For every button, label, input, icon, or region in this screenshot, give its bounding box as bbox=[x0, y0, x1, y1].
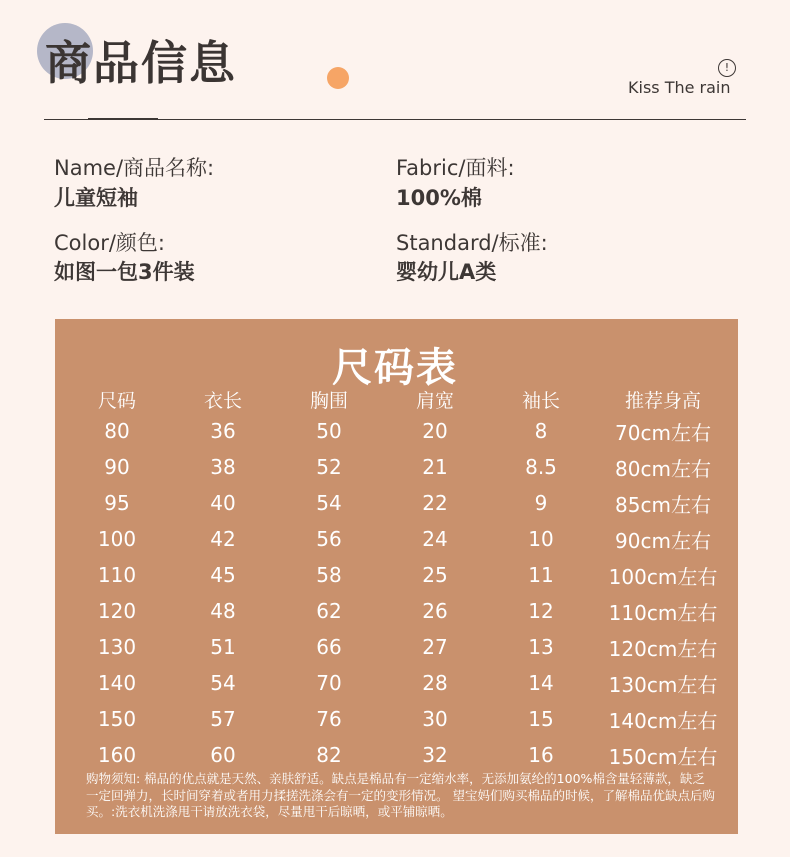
table-row bbox=[64, 737, 732, 773]
table-cell: 54 bbox=[316, 491, 342, 515]
table-cell: 70 bbox=[316, 671, 342, 695]
table-cell: 13 bbox=[528, 635, 554, 659]
page-title: 商品信息 bbox=[45, 36, 237, 90]
table-cell: 66 bbox=[316, 635, 342, 659]
table-cell: 140cm左右 bbox=[608, 708, 718, 733]
table-cell: 58 bbox=[316, 563, 342, 587]
table-cell: 130cm左右 bbox=[608, 672, 718, 697]
table-cell: 22 bbox=[422, 491, 448, 515]
exclamation-circle-icon: ! bbox=[718, 59, 736, 77]
table-row bbox=[64, 449, 732, 485]
table-row bbox=[64, 665, 732, 701]
name-value: 儿童短袖 bbox=[54, 186, 138, 210]
color-value: 如图一包3件装 bbox=[54, 260, 195, 284]
table-cell: 21 bbox=[422, 455, 448, 479]
table-cell: 54 bbox=[210, 671, 236, 695]
table-cell: 27 bbox=[422, 635, 448, 659]
column-header: 推荐身高 bbox=[624, 390, 701, 412]
table-cell: 120cm左右 bbox=[608, 636, 718, 661]
table-cell: 60 bbox=[210, 743, 236, 767]
decorative-orange-dot bbox=[327, 67, 349, 89]
table-cell: 12 bbox=[528, 599, 554, 623]
table-cell: 48 bbox=[210, 599, 236, 623]
column-header: 尺码 bbox=[97, 390, 136, 412]
table-cell: 10 bbox=[528, 527, 554, 551]
table-row bbox=[64, 701, 732, 737]
table-row bbox=[64, 557, 732, 593]
table-cell: 80 bbox=[104, 419, 130, 443]
name-label: Name/商品名称: bbox=[54, 156, 215, 180]
table-cell: 52 bbox=[316, 455, 342, 479]
table-row bbox=[64, 593, 732, 629]
table-cell: 16 bbox=[528, 743, 554, 767]
table-cell: 95 bbox=[104, 491, 130, 515]
column-header: 袖长 bbox=[521, 390, 560, 412]
table-cell: 90 bbox=[104, 455, 130, 479]
brand-name: Kiss The rain bbox=[628, 78, 731, 97]
table-row bbox=[64, 629, 732, 665]
size-chart-title: 尺码表 bbox=[332, 345, 458, 391]
table-cell: 40 bbox=[210, 491, 236, 515]
table-cell: 140 bbox=[97, 671, 137, 695]
column-header: 衣长 bbox=[203, 390, 242, 412]
table-cell: 110 bbox=[97, 563, 137, 587]
table-cell: 62 bbox=[316, 599, 342, 623]
table-cell: 28 bbox=[422, 671, 448, 695]
standard-label: Standard/标准: bbox=[396, 231, 548, 255]
table-cell: 8 bbox=[534, 419, 548, 443]
table-cell: 30 bbox=[422, 707, 448, 731]
table-cell: 76 bbox=[316, 707, 342, 731]
table-cell: 90cm左右 bbox=[615, 528, 711, 553]
table-cell: 110cm左右 bbox=[608, 600, 718, 625]
table-row bbox=[64, 413, 732, 449]
table-cell: 100cm左右 bbox=[608, 564, 718, 589]
table-cell: 160 bbox=[97, 743, 137, 767]
table-cell: 70cm左右 bbox=[615, 420, 711, 445]
table-cell: 42 bbox=[210, 527, 236, 551]
table-cell: 100 bbox=[97, 527, 137, 551]
column-header: 胸围 bbox=[309, 390, 348, 412]
table-cell: 80cm左右 bbox=[615, 456, 711, 481]
purchase-notice: 购物须知: 棉品的优点就是天然、亲肤舒适。缺点是棉品有一定缩水率，无添加氨纶的100%棉含量轻薄款，缺乏一定回弹力，长时间穿着或者用力揉搓洗涤会有一定的变形情况。 望宝妈们购买棉品的时候，了解棉品优缺点后购买。:洗衣机洗涤甩干请放洗衣袋，尽量甩干后晾晒，或平铺晾晒。 bbox=[86, 771, 715, 819]
table-cell: 120 bbox=[97, 599, 137, 623]
table-cell: 24 bbox=[422, 527, 448, 551]
table-cell: 9 bbox=[534, 491, 548, 515]
size-table-header-row bbox=[64, 386, 732, 413]
table-cell: 36 bbox=[210, 419, 236, 443]
table-cell: 38 bbox=[210, 455, 236, 479]
table-cell: 150 bbox=[97, 707, 137, 731]
table-cell: 50 bbox=[316, 419, 342, 443]
table-cell: 85cm左右 bbox=[615, 492, 711, 517]
table-cell: 45 bbox=[210, 563, 236, 587]
column-header: 肩宽 bbox=[415, 390, 454, 412]
table-cell: 32 bbox=[422, 743, 448, 767]
standard-value: 婴幼儿A类 bbox=[396, 260, 497, 284]
fabric-value: 100%棉 bbox=[396, 186, 482, 210]
header-divider-accent bbox=[88, 118, 158, 120]
table-cell: 130 bbox=[97, 635, 137, 659]
table-cell: 15 bbox=[528, 707, 554, 731]
fabric-label: Fabric/面料: bbox=[396, 156, 515, 180]
table-cell: 56 bbox=[316, 527, 342, 551]
table-cell: 25 bbox=[422, 563, 448, 587]
table-cell: 20 bbox=[422, 419, 448, 443]
table-row bbox=[64, 485, 732, 521]
color-label: Color/颜色: bbox=[54, 231, 165, 255]
table-cell: 11 bbox=[528, 563, 554, 587]
table-cell: 150cm左右 bbox=[608, 744, 718, 769]
table-cell: 57 bbox=[210, 707, 236, 731]
table-cell: 51 bbox=[210, 635, 236, 659]
table-cell: 82 bbox=[316, 743, 342, 767]
table-cell: 8.5 bbox=[525, 455, 557, 479]
size-table bbox=[64, 386, 732, 773]
table-cell: 26 bbox=[422, 599, 448, 623]
table-cell: 14 bbox=[528, 671, 554, 695]
table-row bbox=[64, 521, 732, 557]
